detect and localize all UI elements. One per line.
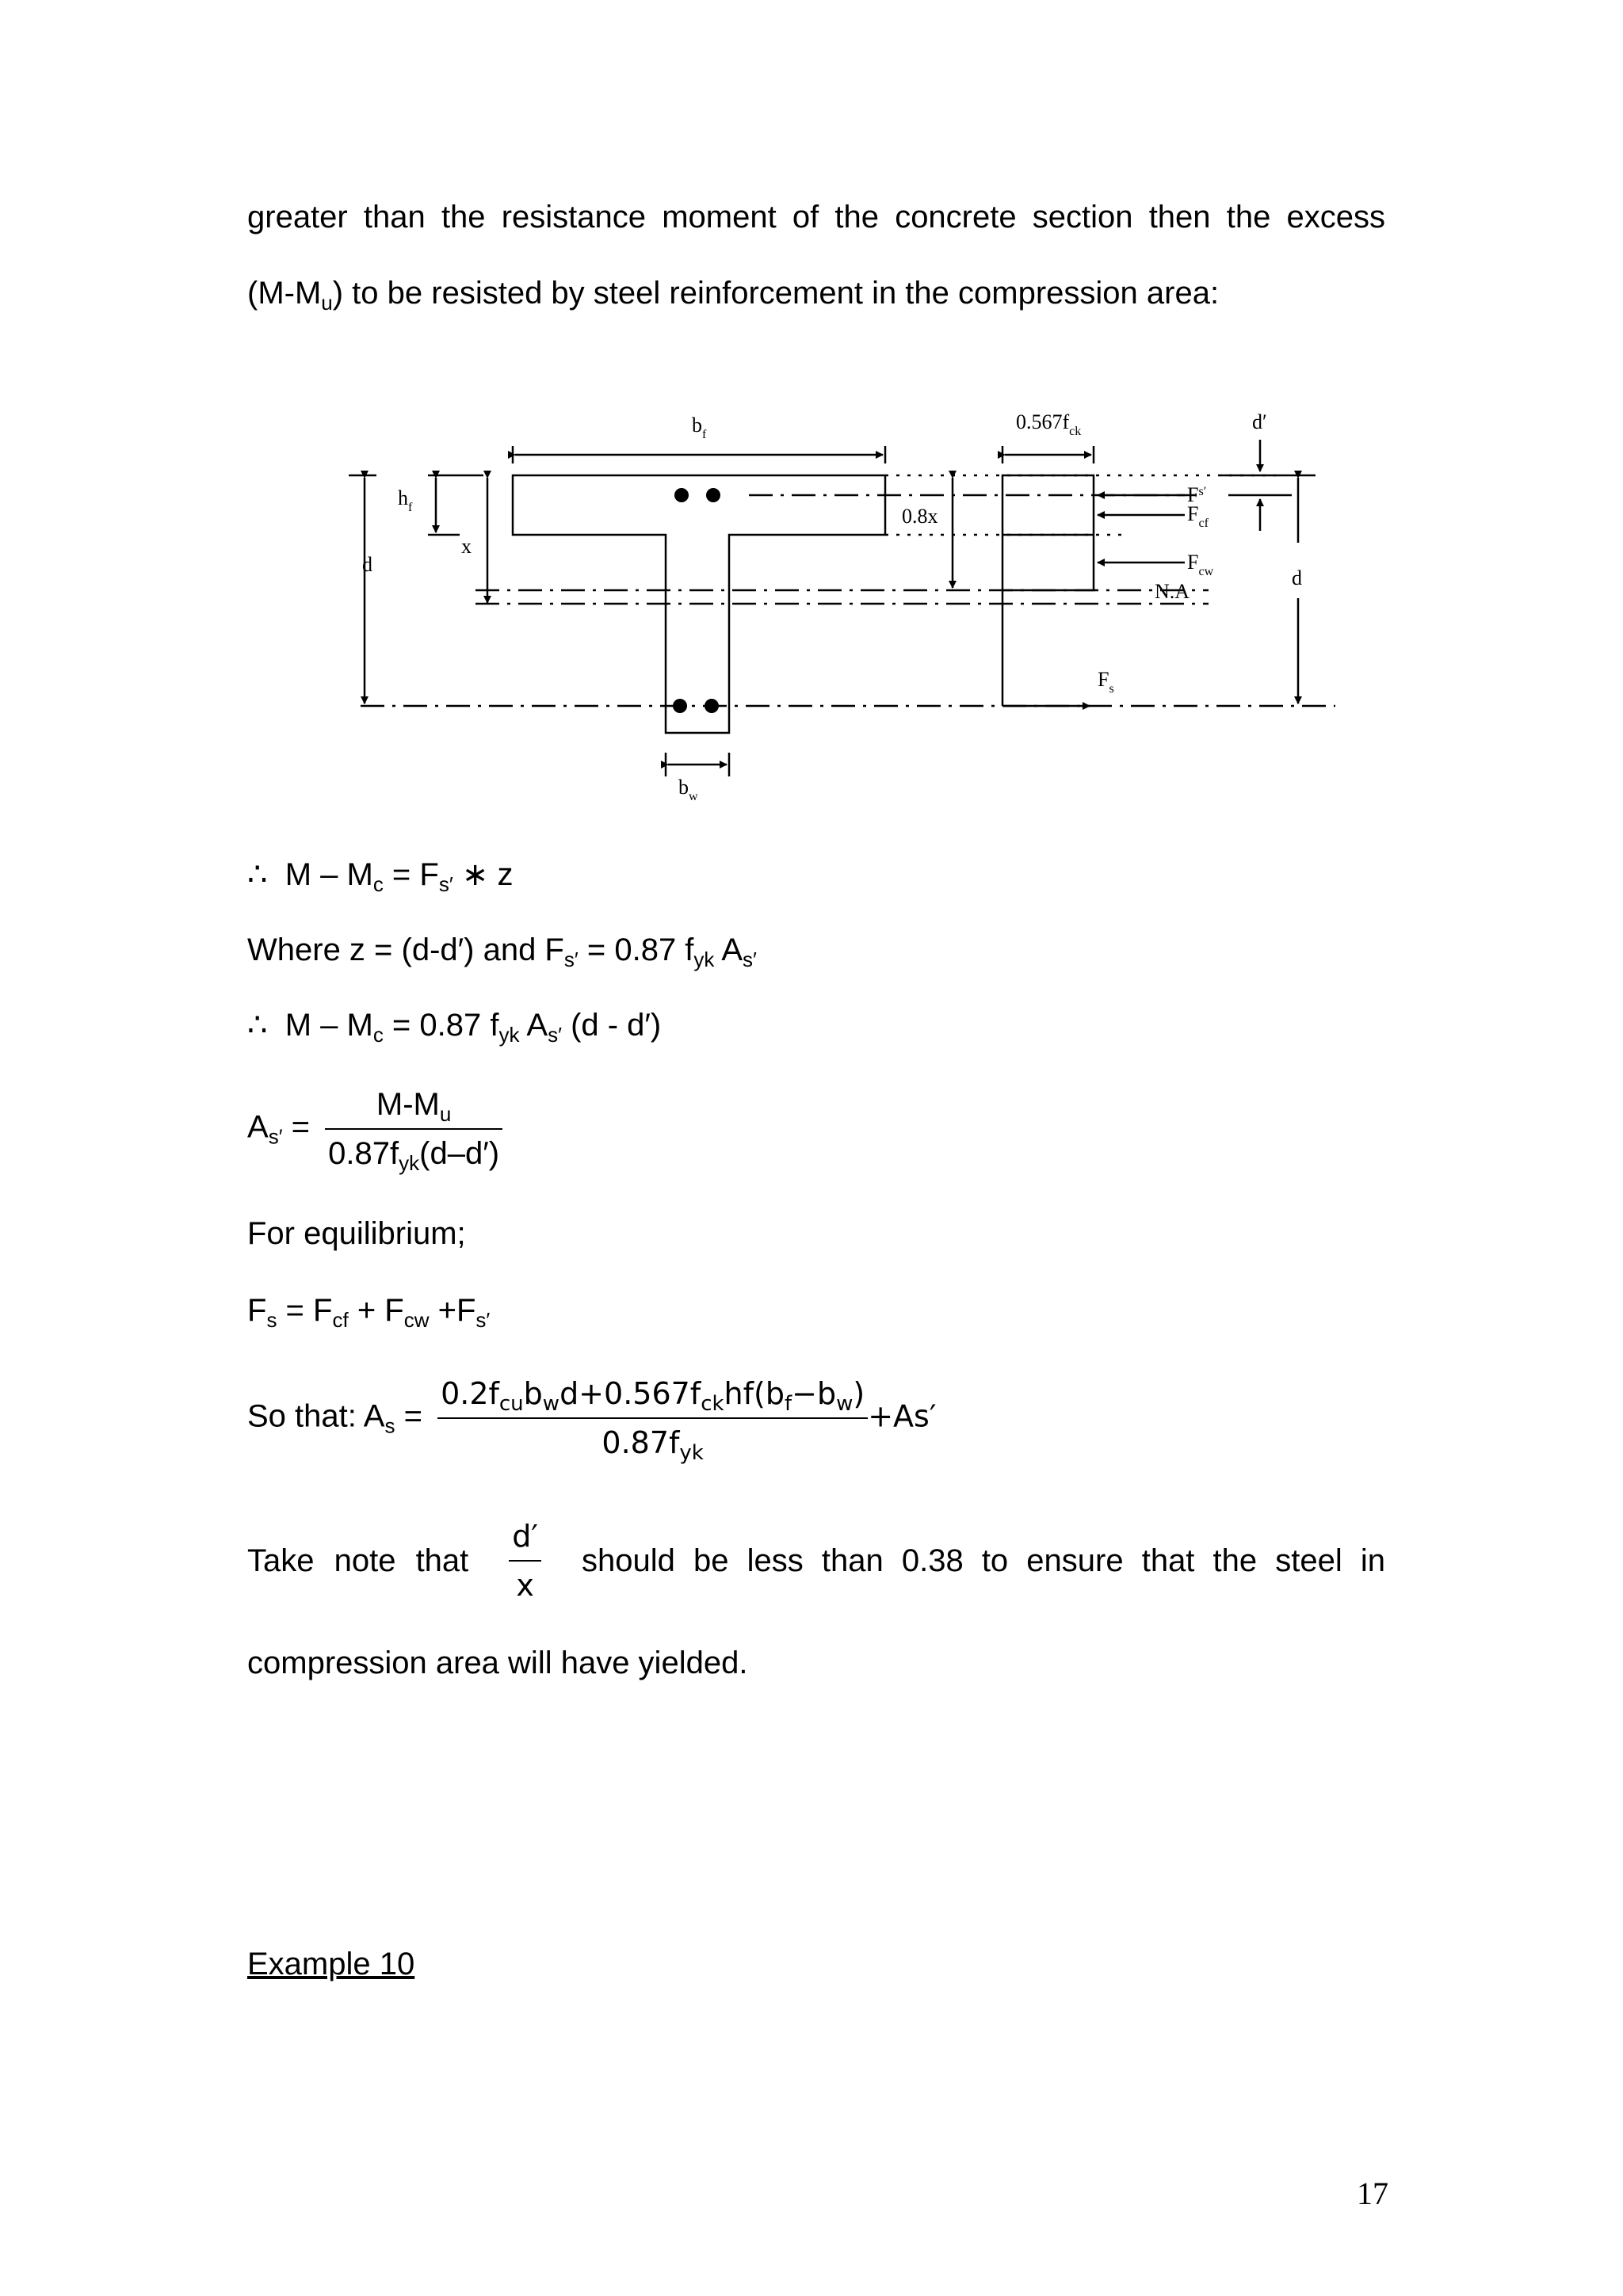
eq-text: So that: A xyxy=(247,1398,385,1434)
eq-text: Where z = (d-d′) and F xyxy=(247,933,564,967)
eq-text: M – M xyxy=(285,857,373,892)
equation-1 xyxy=(247,856,1385,894)
label-fs-prime: $F^{s'}$ xyxy=(1187,483,1207,506)
eq-text: +F xyxy=(429,1293,476,1328)
label-fcw: $F_{cw}$ xyxy=(1187,551,1214,578)
eq-text: = xyxy=(395,1398,422,1434)
eq-sub: s′ xyxy=(268,1124,283,1149)
label-d-prime: d′ xyxy=(1252,410,1267,433)
eq-text: F xyxy=(247,1293,267,1328)
eq-sub: cu xyxy=(498,1392,524,1416)
eq-sub: c xyxy=(372,872,384,896)
eq-sub: s′ xyxy=(743,948,757,971)
intro-text: (M-M xyxy=(247,276,322,311)
page-number: 17 xyxy=(1357,2176,1388,2211)
d-over-x-fraction xyxy=(509,1517,541,1604)
eq-sub: yk xyxy=(399,1151,420,1175)
note-line-2: compression area will have yielded. xyxy=(247,1646,748,1680)
eq-sub: yk xyxy=(679,1441,704,1465)
stress-block xyxy=(1002,475,1094,590)
label-x: x xyxy=(461,535,472,558)
fraction-denominator xyxy=(325,1130,502,1173)
fraction-numerator xyxy=(325,1085,502,1130)
label-na: N.A xyxy=(1155,580,1190,603)
fraction-denominator: x xyxy=(516,1568,534,1603)
eq-sub: s′ xyxy=(438,872,453,896)
top-rebar xyxy=(674,488,689,502)
eq-text: = 0.87 f xyxy=(383,1008,499,1043)
eq-sub: w xyxy=(542,1392,560,1416)
bottom-rebar xyxy=(705,699,719,713)
eq-sub: s xyxy=(266,1308,277,1332)
example-heading: Example 10 xyxy=(247,1947,415,1981)
eq-sub: u xyxy=(439,1102,452,1126)
equilibrium-text: For equilibrium; xyxy=(247,1216,466,1251)
eq-sub: ck xyxy=(701,1392,724,1416)
label-0-8x: 0.8x xyxy=(902,505,938,528)
eq-sub: c xyxy=(372,1023,384,1047)
eq-sub: cf xyxy=(332,1308,349,1332)
eq-text: ) xyxy=(853,1376,865,1411)
label-fs: $F_s$ xyxy=(1098,668,1114,696)
eq-text: ∗ z xyxy=(453,857,514,892)
intro-line-2 xyxy=(247,274,1385,315)
label-d-right: d xyxy=(1292,566,1302,589)
eq-sub: f xyxy=(784,1392,792,1416)
eq-text: −b xyxy=(792,1376,837,1411)
equation-3 xyxy=(247,1006,1385,1047)
eq-sub: s xyxy=(384,1413,395,1438)
equation-4 xyxy=(247,1085,1385,1173)
eq-text: = F xyxy=(383,857,439,892)
eq-sub: yk xyxy=(693,948,715,971)
eq-text: hf(b xyxy=(724,1376,785,1411)
bottom-rebar xyxy=(673,699,687,713)
eq-sub: w xyxy=(836,1392,854,1416)
label-bw: $b_w$ xyxy=(678,776,698,803)
fraction-numerator xyxy=(437,1375,868,1419)
eq-text: +As′ xyxy=(868,1398,937,1434)
fraction-denominator xyxy=(437,1419,868,1465)
equation-2 xyxy=(247,931,1385,969)
top-rebar xyxy=(706,488,720,502)
eq-text: = xyxy=(282,1109,311,1145)
eq-text: = F xyxy=(277,1293,333,1328)
eq-text: + F xyxy=(348,1293,404,1328)
eq-text: M-M xyxy=(376,1087,440,1122)
eq-sub: s′ xyxy=(548,1023,562,1047)
note-line xyxy=(247,1517,1385,1604)
label-stress: $0.567f_{ck}$ xyxy=(1016,410,1082,438)
eq-text: 0.87f xyxy=(601,1425,680,1460)
eq-text: b xyxy=(523,1376,543,1411)
label-fcf: $F_{cf}$ xyxy=(1187,502,1209,530)
label-hf: $h_f$ xyxy=(398,486,413,514)
label-d-left: d xyxy=(362,553,372,576)
eq-sub: s′ xyxy=(563,948,579,971)
eq-sub: yk xyxy=(498,1023,520,1047)
fraction-numerator: d′ xyxy=(509,1517,541,1562)
eq-sub: cw xyxy=(403,1308,430,1332)
note-text-pre: Take note that xyxy=(247,1543,469,1578)
intro-line-1: greater than the resistance moment of the concrete section then the excess xyxy=(247,200,1385,235)
eq-text: A xyxy=(714,933,743,967)
intro-text-post: ) to be resisted by steel reinforcement in the compression area: xyxy=(332,276,1220,311)
fraction xyxy=(325,1085,502,1173)
eq-text: 0.87f xyxy=(328,1136,399,1171)
therefore-symbol: ∴ xyxy=(247,1008,268,1043)
equation-5 xyxy=(247,1291,1385,1332)
intro-sub: u xyxy=(321,291,333,315)
therefore-symbol: ∴ xyxy=(247,857,268,892)
t-beam-diagram xyxy=(349,400,1347,828)
equation-6 xyxy=(247,1375,1385,1465)
eq-text: A xyxy=(519,1008,548,1043)
note-text-post: should be less than 0.38 to ensure that the steel in xyxy=(582,1543,1385,1578)
eq-text: 0.2f xyxy=(441,1376,499,1411)
eq-text: (d–d′) xyxy=(419,1136,500,1171)
label-bf: $b_f$ xyxy=(692,414,707,441)
eq-text: d+0.567f xyxy=(559,1376,701,1411)
eq-text: (d - d′) xyxy=(561,1008,662,1043)
eq-text: = 0.87 f xyxy=(578,933,694,967)
eq-text: A xyxy=(247,1109,269,1145)
eq-sub: s′ xyxy=(475,1308,491,1332)
fraction xyxy=(437,1375,868,1465)
eq-text: M – M xyxy=(285,1008,373,1043)
